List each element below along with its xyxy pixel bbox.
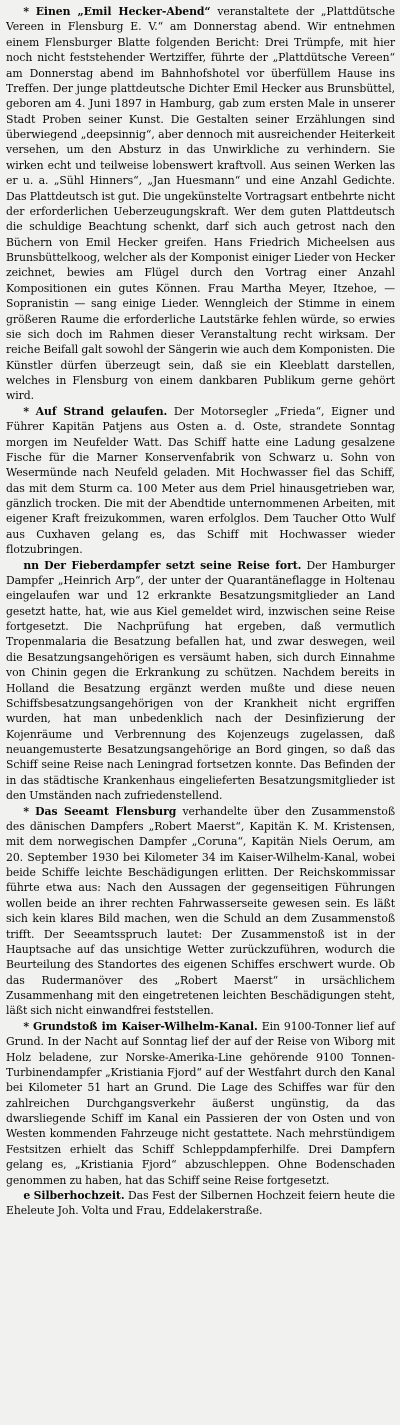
article-paragraph	[6, 1188, 395, 1219]
article-marker: e	[23, 1188, 31, 1202]
article-paragraph	[6, 804, 395, 1019]
article-body: Das Fest der Silbernen Hochzeit feiern heute die Eheleute Joh. Volta und Frau, Eddelakerstraße.	[6, 1188, 395, 1218]
article-marker: *	[23, 404, 29, 418]
article-marker: *	[23, 5, 29, 18]
article-silberhochzeit	[6, 1188, 395, 1219]
article-marker: *	[23, 804, 29, 818]
article-headline: Der Fieberdampfer setzt seine Reise fort.	[44, 558, 302, 572]
article-headline: Das Seeamt Flensburg	[35, 804, 177, 818]
article-emil-hecker-abend	[6, 4, 395, 404]
article-body: Der Hamburger Dampfer „Heinrich Arp“, der unter der Quarantäneflagge in Holtenau eingelaufen war und 12 erkrankte Besatzungsmitglieder an Land gesetzt hatte, hat, wie aus Kiel gemeldet wird, inzwischen seine Reise fortgesetzt. Die Nachprüfung hat ergeben, daß vermutlich Tropenmalaria die Besatzung befallen hat, und zwar deswegen, weil die Besatzungsangehörigen es versäumt haben, sich durch Einnahme von Chinin gegen die Erkrankung zu schützen. Nachdem bereits in Holland die Besatzung ergänzt werden mußte und diese neuen Schiffsbesatzungsangehörigen von der Krankheit nicht ergriffen wurden, hat man unbedenklich nach der Desinfizierung der Kojenräume und Verbrennung des Kojenzeugs zugelassen, daß neuangemusterte Besatzungsangehörige an Bord gingen, so daß das Schiff seine Reise nach Leningrad fortsetzen konnte. Das Befinden der in das städtische Krankenhaus eingelieferten Besatzungsmitglieder ist den Umständen nach zufriedenstellend.	[6, 558, 395, 803]
article-headline: Auf Strand gelaufen.	[35, 404, 168, 418]
article-paragraph	[6, 558, 395, 804]
article-body: verhandelte über den Zusammenstoß des dänischen Dampfers „Robert Maerst“, Kapitän K. M. Kristensen, mit dem norwegischen Dampfer „Coruna“, Kapitän Niels Oerum, am 20. September 1930 bei Kilometer 34 im Kaiser-Wilhelm-Kanal, wobei beide Schiffe leichte Beschädigungen erlitten. Der Reichskommissar führte etwa aus: Nach den Aussagen der gegenseitigen Führungen wollen beide an ihrer rechten Fahrwasserseite gewesen sein. Es läßt sich kein klares Bild machen, wen die Schuld an dem Zusammenstoß trifft. Der Seeamtsspruch lautet: Der Zusammenstoß ist in der Hauptsache auf das unsichtige Wetter zurückzuführen, wodurch die Beurteilung des Standortes des eigenen Schiffes erschwert wurde. Ob das Rudermanöver des „Robert Maerst“ in ursächlichem Zusammenhang mit den eingetretenen leichten Beschädigungen steht, läßt sich nicht einwandfrei feststellen.	[6, 804, 396, 1018]
article-paragraph	[6, 4, 395, 404]
article-headline: Silberhochzeit.	[33, 1188, 125, 1202]
article-body: veranstaltete der „Plattdütsche Vereen in Flensburg E. V.“ am Donnerstag abend. Wir entnehmen einem Flensburger Blatte folgenden Bericht: Drei Trümpfe, mit hier noch nicht feststehender Wertziffer, führte der „Plattdütsche Vereen“ am Donnerstag abend im Bahnhofshotel vor überfüllem Hause ins Treffen. Der junge plattdeutsche Dichter Emil Hecker aus Brunsbüttel, geboren am 4. Juni 1897 in Hamburg, gab zum ersten Male in unserer Stadt Proben seiner Kunst. Die Gestalten seiner Erzählungen sind überwiegend „deepsinnig“, aber dennoch mit ausreichender Heiterkeit versehen, um den Absturz in das Unwirkliche zu verhindern. Sie wirken echt und teilweise lobenswert kraftvoll. Aus seinen Werken las er u. a. „Sühl Hinners“, „Jan Huesmann“ und eine Anzahl Gedichte. Das Plattdeutsch ist gut. Die ungekünstelte Vortragsart entbehrte nicht der erforderlichen Ueberzeugungskraft. Wer dem guten Plattdeutsch die schuldige Beachtung schenkt, darf sich auch getrost nach den Büchern von Emil Hecker greifen. Hans Friedrich Micheelsen aus Brunsbüttelkoog, welcher als der Komponist einiger Lieder von Hecker zeichnet, bewies am Flügel durch den Vortrag einer Anzahl Kompositionen ein gutes Können. Frau Martha Meyer, Itzehoe, — Sopranistin — sang einige Lieder. Wenngleich der Stimme in einem größeren Raume die erforderliche Lautstärke fehlen würde, so erwies sie sich doch im Rahmen dieser Veranstaltung recht wirksam. Der reiche Beifall galt sowohl der Sängerin wie auch dem Komponisten. Die Künstler dürfen überzeugt sein, daß sie ein Kleeblatt darstellen, welches in Flensburg von einem dankbaren Publikum gerne gehört wird.	[6, 5, 395, 403]
article-paragraph	[6, 404, 395, 558]
article-auf-strand-gelaufen	[6, 404, 395, 558]
article-body: Der Motorsegler „Frieda“, Eigner und Führer Kapitän Patjens aus Osten a. d. Oste, strandete Sonntag morgen im Neufelder Watt. Das Schiff hatte eine Ladung gesalzene Fische für die Marner Konservenfabrik von Schwarz u. Sohn von Wesermünde nach Neufeld geladen. Mit Hochwasser fiel das Schiff, das mit dem Sturm ca. 100 Meter aus dem Priel hinausgetrieben war, gänzlich trocken. Die mit der Abendtide unternommenen Arbeiten, mit eigener Kraft freizukommen, waren erfolglos. Dem Taucher Otto Wulf aus Cuxhaven gelang es, das Schiff mit Hochwasser wieder flotzubringen.	[6, 404, 396, 557]
article-paragraph	[6, 1019, 395, 1188]
article-grundstoss-kanal	[6, 1019, 395, 1188]
article-headline: Grundstoß im Kaiser-Wilhelm-Kanal.	[32, 1019, 258, 1033]
article-headline: Einen „Emil Hecker-Abend“	[35, 5, 211, 18]
article-marker: *	[23, 1019, 29, 1033]
article-fieberdampfer	[6, 558, 395, 804]
article-seeamt-flensburg	[6, 804, 395, 1019]
article-marker: nn	[23, 558, 40, 572]
article-body: Ein 9100-Tonner lief auf Grund. In der Nacht auf Sonntag lief der auf der Reise von Wiborg mit Holz beladene, zur Norske-Amerika-Line gehörende 9100 Tonnen-Turbinendampfer „Kristiania Fjord“ auf der Westfahrt durch den Kanal bei Kilometer 51 hart an Grund. Die Lage des Schiffes war für den zahlreichen Durchgangsverkehr äußerst ungünstig, da das dwarsliegende Schiff im Kanal ein Passieren der von Osten und von Westen kommenden Fahrzeuge nicht gestattete. Nach mehrstündigem Festsitzen erhielt das Schiff Schleppdampferhilfe. Drei Dampfern gelang es, „Kristiania Fjord“ abzuschleppen. Ohne Bodenschaden genommen zu haben, hat das Schiff seine Reise fortgesetzt.	[6, 1019, 396, 1187]
